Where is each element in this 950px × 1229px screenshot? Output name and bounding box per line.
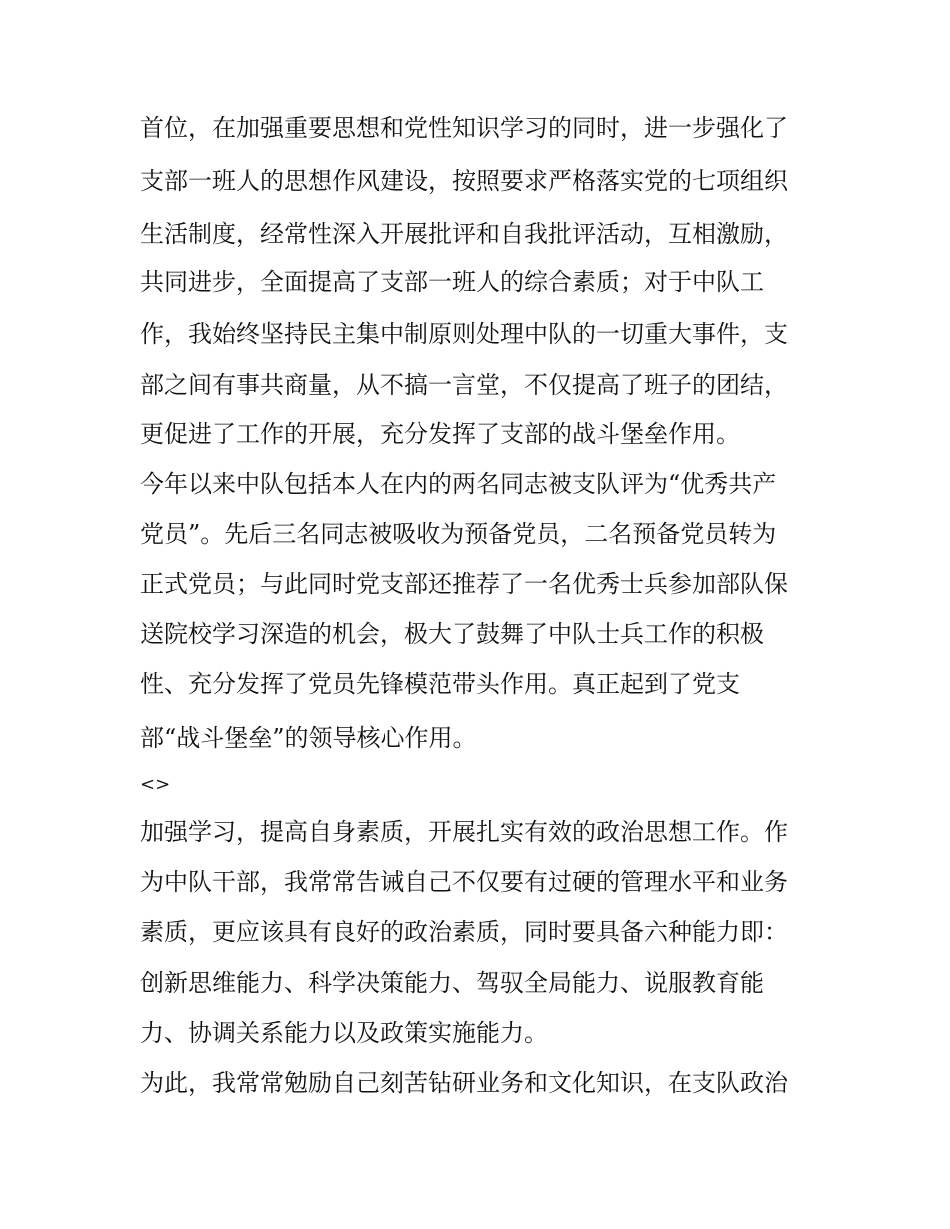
text-line: 党员”。先后三名同志被吸收为预备党员，二名预备党员转为 (140, 520, 777, 548)
text-line: 正式党员；与此同时党支部还推荐了一名优秀士兵参加部队保 (140, 570, 788, 598)
placeholder-marker: <> (140, 774, 171, 795)
text-line: 为中队干部，我常常告诫自己不仅要有过硬的管理水平和业务 (140, 868, 788, 896)
text-line: 共同进步，全面提高了支部一班人的综合素质；对于中队工 (140, 268, 764, 296)
text-line: 生活制度，经常性深入开展批评和自我批评活动，互相激励， (140, 220, 788, 248)
text-line: 加强学习，提高自身素质，开展扎实有效的政治思想工作。作 (140, 818, 788, 846)
text-line: 部之间有事共商量，从不搞一言堂，不仅提高了班子的团结， (140, 371, 788, 399)
text-line: 更促进了工作的开展，充分发挥了支部的战斗堡垒作用。 (140, 420, 740, 448)
text-line: 部“战斗堡垒”的领导核心作用。 (140, 724, 477, 752)
text-line: 首位，在加强重要思想和党性知识学习的同时，进一步强化了 (140, 114, 788, 142)
text-line: 今年以来中队包括本人在内的两名同志被支队评为“优秀共产 (140, 470, 777, 498)
text-line: 作，我始终坚持民主集中制原则处理中队的一切重大事件，支 (140, 320, 788, 348)
text-line: 力、协调关系能力以及政策实施能力。 (140, 1019, 548, 1047)
text-line: 创新思维能力、科学决策能力、驾驭全局能力、说服教育能 (140, 969, 764, 997)
text-line: 送院校学习深造的机会，极大了鼓舞了中队士兵工作的积极 (140, 620, 764, 648)
text-line: 支部一班人的思想作风建设，按照要求严格落实党的七项组织 (140, 167, 788, 195)
text-line: 性、充分发挥了党员先锋模范带头作用。真正起到了党支 (140, 670, 740, 698)
text-line: 素质，更应该具有良好的政治素质，同时要具备六种能力即： (140, 918, 788, 946)
text-line: 为此，我常常勉励自己刻苦钻研业务和文化知识，在支队政治 (140, 1069, 788, 1097)
